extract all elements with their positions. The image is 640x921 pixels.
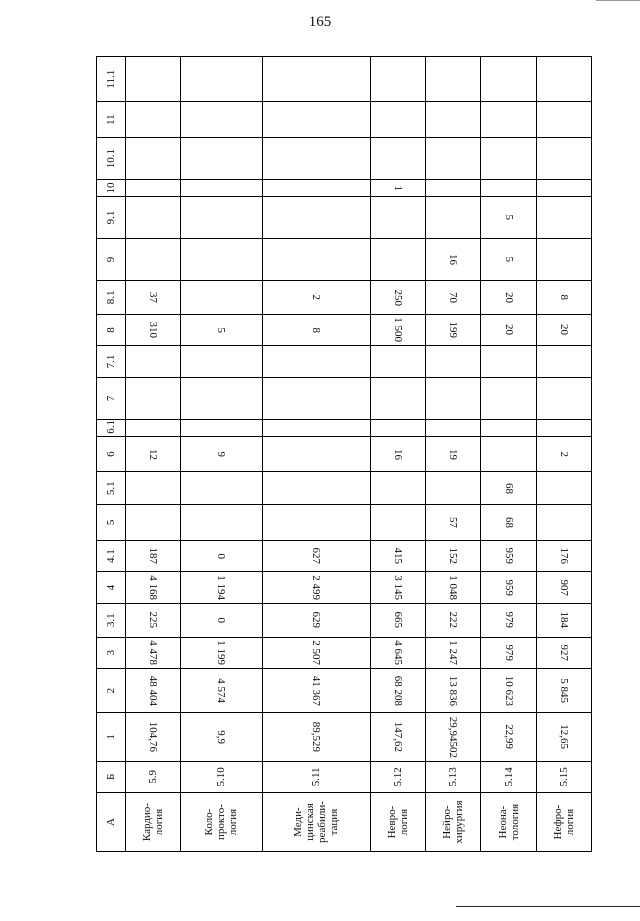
table-cell: [262, 314, 370, 346]
table-cell: [125, 637, 180, 669]
row-code: 5.12: [370, 761, 425, 793]
table-cell: [426, 196, 481, 238]
cell-value: 57: [447, 516, 460, 528]
table-cell: [370, 669, 425, 713]
cell-value: 0: [215, 617, 228, 623]
table-cell: [426, 436, 481, 472]
top-edge-line: [596, 0, 640, 1]
cell-value: 48 404: [146, 675, 159, 706]
table-cell: [262, 377, 370, 419]
table-cell: [125, 669, 180, 713]
column-header: 3: [97, 637, 126, 669]
table-cell: [370, 637, 425, 669]
cell-value: 184: [557, 611, 570, 629]
table-cell: [125, 57, 180, 102]
row-code: 5.10: [180, 761, 262, 793]
table-cell: [262, 102, 370, 138]
table-cell: [370, 314, 425, 346]
table-cell: [536, 505, 591, 541]
table-cell: [481, 419, 536, 436]
table-cell: [180, 314, 262, 346]
table-row: [536, 57, 591, 852]
cell-value: 3 145: [392, 575, 405, 600]
data-table: [96, 56, 592, 852]
cell-value: 4 478: [146, 640, 159, 666]
table-row: [370, 57, 425, 852]
cell-value: 187: [146, 547, 159, 565]
row-label: Кардио- логия: [125, 793, 180, 852]
cell-value: 1 247: [447, 640, 460, 666]
table-cell: [125, 138, 180, 180]
table-cell: [125, 472, 180, 505]
table-cell: [426, 572, 481, 604]
table-cell: [180, 572, 262, 604]
table-cell: [125, 314, 180, 346]
cell-value: 147,62: [392, 721, 405, 753]
column-header: 7: [97, 377, 126, 419]
table-cell: [536, 281, 591, 315]
cell-value: 29,94502: [447, 716, 460, 758]
table-cell: [180, 637, 262, 669]
table-cell: [262, 138, 370, 180]
table-cell: [481, 102, 536, 138]
cell-value: 22,99: [502, 724, 515, 750]
table-cell: [180, 540, 262, 572]
table-cell: [262, 281, 370, 315]
column-header: 4.1: [97, 540, 126, 572]
cell-value: 20: [557, 324, 570, 336]
row-code: 5.14: [481, 761, 536, 793]
table-cell: [426, 505, 481, 541]
table-cell: [180, 102, 262, 138]
cell-value: 310: [146, 321, 159, 339]
cell-value: 627: [310, 547, 323, 565]
table-cell: [262, 436, 370, 472]
table-cell: [481, 180, 536, 197]
table-cell: [536, 637, 591, 669]
table-cell: [180, 57, 262, 102]
cell-value: 2 507: [310, 640, 323, 666]
table-cell: [125, 603, 180, 637]
cell-value: 104,76: [146, 721, 159, 753]
row-label: Невро- логия: [370, 793, 425, 852]
row-code: 5.15: [536, 761, 591, 793]
table-cell: [481, 346, 536, 378]
cell-value: 20: [502, 324, 515, 336]
table-cell: [370, 57, 425, 102]
table-cell: [536, 196, 591, 238]
cell-value: 4 645: [392, 640, 405, 666]
table-cell: [125, 281, 180, 315]
table-cell: [180, 603, 262, 637]
row-code: 5.11: [262, 761, 370, 793]
column-header: 8.1: [97, 281, 126, 315]
table-cell: [481, 314, 536, 346]
table-cell: [262, 346, 370, 378]
table-cell: [481, 436, 536, 472]
table-cell: [370, 239, 425, 281]
cell-value: 8: [310, 327, 323, 333]
cell-value: 665: [392, 611, 405, 629]
column-header: 11.1: [97, 57, 126, 102]
table-cell: [426, 138, 481, 180]
table-cell: [262, 540, 370, 572]
table-cell: [426, 281, 481, 315]
cell-value: 0: [215, 553, 228, 559]
table-row: [262, 57, 370, 852]
table-cell: [481, 138, 536, 180]
table-cell: [481, 572, 536, 604]
cell-value: 5: [215, 327, 228, 333]
table-cell: [262, 505, 370, 541]
cell-value: 176: [557, 547, 570, 565]
table-cell: [536, 346, 591, 378]
table-cell: [536, 572, 591, 604]
table-row: [426, 57, 481, 852]
table-cell: [481, 713, 536, 761]
column-header: 1: [97, 713, 126, 761]
table-cell: [536, 102, 591, 138]
cell-value: 12: [146, 448, 159, 460]
table-cell: [262, 419, 370, 436]
table-cell: [125, 180, 180, 197]
table-cell: [125, 540, 180, 572]
cell-value: 2: [310, 294, 323, 301]
table-row: [481, 57, 536, 852]
cell-value: 222: [447, 611, 460, 629]
table-cell: [125, 346, 180, 378]
table-cell: [180, 669, 262, 713]
column-header: 6.1: [97, 419, 126, 436]
column-header: 3.1: [97, 603, 126, 637]
cell-value: 13 836: [447, 675, 460, 706]
cell-value: 12,65: [557, 724, 570, 750]
table-cell: [370, 713, 425, 761]
table-cell: [262, 669, 370, 713]
table-cell: [536, 472, 591, 505]
table-cell: [426, 180, 481, 197]
table-cell: [262, 196, 370, 238]
table-cell: [180, 713, 262, 761]
cell-value: 5: [502, 256, 515, 263]
cell-value: 979: [502, 644, 515, 662]
table-cell: [481, 281, 536, 315]
table-cell: [262, 637, 370, 669]
column-header: 11: [97, 102, 126, 138]
cell-value: 10 623: [502, 675, 515, 706]
column-header: 9.1: [97, 196, 126, 238]
table-cell: [180, 138, 262, 180]
column-header: 10.1: [97, 138, 126, 180]
cell-value: 16: [447, 254, 460, 266]
table-cell: [536, 713, 591, 761]
page-number: 165: [308, 14, 332, 30]
bottom-edge-line: [456, 906, 640, 907]
table-cell: [370, 505, 425, 541]
row-label: Коло- прокто- логия: [180, 793, 262, 852]
column-header: Б: [97, 761, 126, 793]
cell-value: 20: [502, 291, 515, 303]
table-cell: [262, 713, 370, 761]
table-cell: [125, 239, 180, 281]
table-cell: [536, 419, 591, 436]
table-cell: [536, 377, 591, 419]
table-cell: [481, 505, 536, 541]
table-cell: [481, 603, 536, 637]
cell-value: 16: [392, 448, 405, 460]
cell-value: 907: [557, 579, 570, 596]
cell-value: 1 048: [447, 575, 460, 600]
table-cell: [370, 377, 425, 419]
column-header: 4: [97, 572, 126, 604]
table-cell: [426, 669, 481, 713]
table-cell: [426, 637, 481, 669]
table-cell: [370, 346, 425, 378]
cell-value: 629: [310, 611, 323, 629]
cell-value: 2: [557, 451, 570, 457]
table-cell: [125, 419, 180, 436]
table-cell: [370, 472, 425, 505]
column-header: 7.1: [97, 346, 126, 378]
column-header: 8: [97, 314, 126, 346]
table-cell: [180, 180, 262, 197]
table-cell: [536, 603, 591, 637]
table-cell: [426, 57, 481, 102]
table-cell: [125, 572, 180, 604]
table-cell: [262, 57, 370, 102]
table-cell: [125, 196, 180, 238]
table-cell: [370, 603, 425, 637]
table-cell: [262, 472, 370, 505]
cell-value: 8: [557, 294, 570, 301]
cell-value: 89,529: [310, 721, 323, 753]
cell-value: 37: [146, 291, 159, 303]
table-cell: [481, 472, 536, 505]
table-cell: [180, 281, 262, 315]
cell-value: 68 208: [392, 675, 405, 706]
cell-value: 979: [502, 611, 515, 629]
table-cell: [536, 239, 591, 281]
table-cell: [180, 377, 262, 419]
cell-value: 1 500: [392, 317, 405, 343]
cell-value: 4 574: [215, 678, 228, 704]
cell-value: 5 845: [557, 678, 570, 704]
table-cell: [125, 436, 180, 472]
table-cell: [370, 102, 425, 138]
table-cell: [481, 196, 536, 238]
header-row: [97, 57, 126, 852]
cell-value: 250: [392, 289, 405, 306]
cell-value: 68: [502, 516, 515, 528]
table-cell: [426, 419, 481, 436]
cell-value: 152: [447, 547, 460, 565]
table-cell: [180, 472, 262, 505]
table-cell: [180, 239, 262, 281]
table-cell: [481, 377, 536, 419]
table-cell: [370, 180, 425, 197]
cell-value: 4 168: [146, 575, 159, 600]
table-cell: [481, 540, 536, 572]
cell-value: 959: [502, 547, 515, 565]
cell-value: 225: [146, 611, 159, 629]
row-label: Неона- тология: [481, 793, 536, 852]
table-cell: [426, 472, 481, 505]
table-cell: [125, 713, 180, 761]
table-cell: [536, 436, 591, 472]
cell-value: 959: [502, 579, 515, 596]
table-cell: [426, 603, 481, 637]
cell-value: 199: [447, 321, 460, 339]
table-cell: [370, 436, 425, 472]
table-cell: [125, 505, 180, 541]
cell-value: 70: [447, 291, 460, 303]
cell-value: 68: [502, 482, 515, 494]
cell-value: 5: [502, 214, 515, 221]
cell-value: 1 199: [215, 640, 228, 666]
table-cell: [180, 346, 262, 378]
table-cell: [370, 138, 425, 180]
table-cell: [426, 346, 481, 378]
table-cell: [370, 572, 425, 604]
table-cell: [426, 239, 481, 281]
table-cell: [370, 419, 425, 436]
column-header: А: [97, 793, 126, 852]
rotated-table-region: [96, 56, 592, 852]
row-label: Меди- цинская реабили- тация: [262, 793, 370, 852]
cell-value: 2 499: [310, 575, 323, 600]
table-cell: [481, 637, 536, 669]
cell-value: 415: [392, 547, 405, 565]
row-label: Нейро- хирургия: [426, 793, 481, 852]
cell-value: 1: [392, 185, 405, 191]
table-cell: [536, 138, 591, 180]
table-cell: [180, 419, 262, 436]
table-cell: [536, 57, 591, 102]
table-cell: [536, 669, 591, 713]
table-cell: [180, 196, 262, 238]
cell-value: 927: [557, 644, 570, 662]
row-code: 5.9: [125, 761, 180, 793]
table-cell: [180, 505, 262, 541]
cell-value: 9,9: [215, 730, 228, 744]
table-cell: [481, 669, 536, 713]
table-cell: [536, 180, 591, 197]
table-cell: [481, 57, 536, 102]
cell-value: 19: [447, 448, 460, 460]
table-cell: [125, 102, 180, 138]
table-cell: [370, 196, 425, 238]
table-cell: [262, 572, 370, 604]
column-header: 6: [97, 436, 126, 472]
table-cell: [481, 239, 536, 281]
table-cell: [125, 377, 180, 419]
table-cell: [370, 281, 425, 315]
table-cell: [536, 540, 591, 572]
table-cell: [262, 239, 370, 281]
table-cell: [426, 102, 481, 138]
table-cell: [370, 540, 425, 572]
column-header: 9: [97, 239, 126, 281]
column-header: 2: [97, 669, 126, 713]
column-header: 5: [97, 505, 126, 541]
table-cell: [536, 314, 591, 346]
row-label: Нефро- логия: [536, 793, 591, 852]
table-row: [180, 57, 262, 852]
table-cell: [426, 540, 481, 572]
column-header: 5.1: [97, 472, 126, 505]
cell-value: 41 367: [310, 675, 323, 706]
table-cell: [426, 377, 481, 419]
table-cell: [426, 314, 481, 346]
table-cell: [262, 180, 370, 197]
table-cell: [426, 713, 481, 761]
cell-value: 9: [215, 451, 228, 457]
table-row: [125, 57, 180, 852]
cell-value: 1 194: [215, 575, 228, 600]
row-code: 5.13: [426, 761, 481, 793]
table-cell: [180, 436, 262, 472]
column-header: 10: [97, 180, 126, 197]
table-cell: [262, 603, 370, 637]
